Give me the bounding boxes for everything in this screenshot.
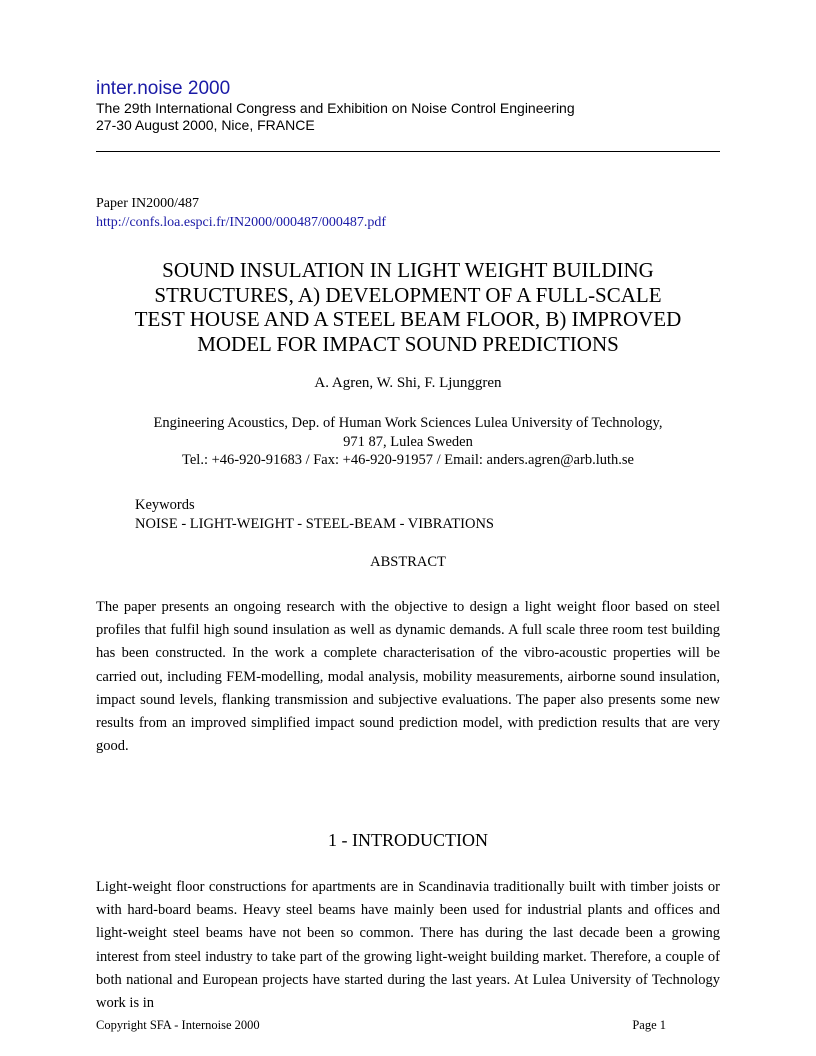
page-footer: [96, 1017, 666, 1033]
affiliation-line-2: 971 87, Lulea Sweden: [343, 433, 473, 450]
conference-header: [96, 78, 720, 134]
paper-url-link[interactable]: http://confs.loa.espci.fr/IN2000/000487/000487.pdf: [96, 215, 387, 230]
conference-subtitle: The 29th International Congress and Exhibition on Noise Control Engineering: [96, 100, 575, 116]
affiliation: [96, 414, 720, 470]
title-line-4: MODEL FOR IMPACT SOUND PREDICTIONS: [197, 331, 619, 356]
affiliation-line-3: Tel.: +46-920-91683 / Fax: +46-920-91957 / Email: anders.agren@arb.luth.se: [182, 452, 634, 468]
title-line-1: SOUND INSULATION IN LIGHT WEIGHT BUILDING: [162, 258, 654, 282]
introduction-text: Light-weight floor constructions for apartments are in Scandinavia traditionally built with timber joists or with hard-board beams. Heavy steel beams have mainly been used for industrial plants and offices and light-weight steel beams have not been so common. There has during the last decade been a growing interest from steel industry to take part of the growing light-weight building market. Therefore, a couple of both national and European projects have started during the last years. At Lulea University of Technology work is in: [96, 879, 720, 1012]
paper-id: Paper IN2000/487: [96, 196, 200, 211]
introduction-heading: 1 - INTRODUCTION: [328, 830, 488, 850]
abstract-heading: ABSTRACT: [370, 554, 446, 570]
paper-title: [96, 258, 720, 356]
keywords-list: NOISE - LIGHT-WEIGHT - STEEL-BEAM - VIBRATIONS: [135, 516, 494, 532]
abstract-text: The paper presents an ongoing research with the objective to design a light weight floor based on steel profiles that fulfil high sound insulation as well as dynamic demands. A full scale three room test building has been constructed. In the work a complete characterisation of the vibro-acoustic properties will be carried out, including FEM-modelling, modal analysis, mobility measurements, airborne sound insulation, impact sound levels, flanking transmission and subjective evaluations. The paper also presents some new results from an improved simplified impact sound prediction model, with prediction results that are very good.: [96, 599, 720, 755]
affiliation-line-1: Engineering Acoustics, Dep. of Human Work Sciences Lulea University of Technology,: [153, 415, 663, 431]
conference-name: inter.noise 2000: [96, 78, 231, 99]
footer-page-number: Page 1: [632, 1018, 666, 1032]
header-divider: [96, 151, 720, 152]
authors: A. Agren, W. Shi, F. Ljunggren: [314, 375, 502, 391]
title-line-2: STRUCTURES, A) DEVELOPMENT OF A FULL-SCALE: [154, 282, 662, 307]
paper-reference: [96, 194, 386, 232]
conference-date-place: 27-30 August 2000, Nice, FRANCE: [96, 117, 315, 133]
footer-copyright: Copyright SFA - Internoise 2000: [96, 1018, 260, 1032]
title-line-3: TEST HOUSE AND A STEEL BEAM FLOOR, B) IMPROVED: [134, 307, 682, 331]
keywords-block: [135, 496, 494, 534]
keywords-label: Keywords: [135, 497, 195, 513]
